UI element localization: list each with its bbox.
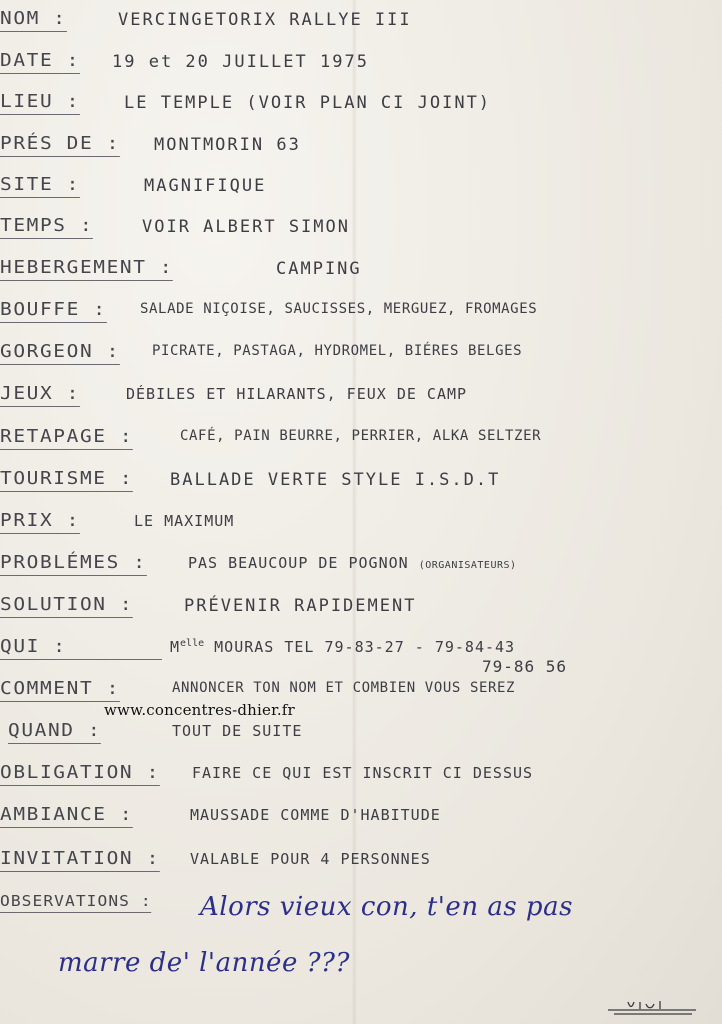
label-problemes: PROBLÉMES :: [0, 552, 147, 576]
qui-prefix-sup: elle: [180, 638, 205, 649]
row-retapage: [0, 426, 722, 456]
qui-text: MOURAS TEL 79-83-27 - 79-84-43: [214, 638, 516, 656]
row-tourisme: [0, 468, 722, 498]
value-solution: PRÉVENIR RAPIDEMENT: [184, 596, 417, 616]
label-observations: OBSERVATIONS :: [0, 892, 152, 913]
value-invitation: VALABLE POUR 4 PERSONNES: [190, 850, 431, 868]
signature-scribble: [606, 996, 698, 1018]
row-temps: [0, 215, 722, 245]
label-ambiance: AMBIANCE :: [0, 804, 133, 828]
row-hebergement: [0, 257, 722, 287]
value-site: MAGNIFIQUE: [144, 176, 267, 196]
row-ambiance: [0, 804, 722, 834]
label-hebergement: HEBERGEMENT :: [0, 257, 173, 281]
watermark: www.concentres-dhier.fr: [104, 701, 295, 719]
row-invitation: [0, 848, 722, 878]
label-bouffe: BOUFFE :: [0, 299, 107, 323]
value-ambiance: MAUSSADE COMME D'HABITUDE: [190, 806, 441, 824]
label-date: DATE :: [0, 50, 80, 74]
value-problemes: [188, 554, 517, 572]
value-problemes-note: (ORGANISATEURS): [418, 560, 517, 571]
handwritten-line-1: Alors vieux con, t'en as pas: [200, 892, 573, 922]
value-bouffe: SALADE NIÇOISE, SAUCISSES, MERGUEZ, FROMAGES: [140, 301, 538, 317]
label-obligation: OBLIGATION :: [0, 762, 160, 786]
value-problemes-text: PAS BEAUCOUP DE POGNON: [188, 554, 409, 572]
value-qui: [170, 638, 515, 656]
qui-prefix: M: [170, 638, 181, 656]
value-temps: VOIR ALBERT SIMON: [142, 217, 350, 237]
row-jeux: [0, 383, 722, 413]
row-lieu: [0, 91, 722, 121]
value-jeux: DÉBILES ET HILARANTS, FEUX DE CAMP: [126, 385, 468, 403]
value-lieu: LE TEMPLE (VOIR PLAN CI JOINT): [124, 93, 492, 113]
value-hebergement: CAMPING: [276, 259, 362, 279]
row-obligation: [0, 762, 722, 792]
value-obligation: FAIRE CE QUI EST INSCRIT CI DESSUS: [192, 764, 534, 782]
label-site: SITE :: [0, 174, 80, 198]
row-pres-de: [0, 133, 722, 163]
label-tourisme: TOURISME :: [0, 468, 133, 492]
value-gorgeon: PICRATE, PASTAGA, HYDROMEL, BIÉRES BELGES: [152, 343, 523, 359]
row-date: [0, 50, 722, 80]
row-site: [0, 174, 722, 204]
row-prix: [0, 510, 722, 540]
value-comment: ANNONCER TON NOM ET COMBIEN VOUS SEREZ: [172, 680, 516, 696]
row-solution: [0, 594, 722, 624]
value-date: 19 et 20 JUILLET 1975: [112, 52, 369, 72]
row-quand: [0, 720, 722, 750]
row-gorgeon: [0, 341, 722, 371]
label-temps: TEMPS :: [0, 215, 93, 239]
value-retapage: CAFÉ, PAIN BEURRE, PERRIER, ALKA SELTZER: [180, 428, 542, 444]
value-prix: LE MAXIMUM: [134, 512, 235, 530]
label-prix: PRIX :: [0, 510, 80, 534]
row-nom: [0, 8, 722, 38]
label-jeux: JEUX :: [0, 383, 80, 407]
label-nom: NOM :: [0, 8, 67, 32]
value-quand: TOUT DE SUITE: [172, 722, 303, 740]
label-lieu: LIEU :: [0, 91, 80, 115]
value-pres-de: MONTMORIN 63: [154, 135, 301, 155]
label-comment: COMMENT :: [0, 678, 120, 702]
row-qui: [0, 636, 722, 666]
label-retapage: RETAPAGE :: [0, 426, 133, 450]
row-bouffe: [0, 299, 722, 329]
value-nom: VERCINGETORIX RALLYE III: [118, 10, 412, 30]
label-solution: SOLUTION :: [0, 594, 133, 618]
label-qui: QUI :: [0, 636, 162, 660]
row-problemes: [0, 552, 722, 582]
handwritten-line-2: marre de' l'année ???: [58, 948, 350, 978]
label-gorgeon: GORGEON :: [0, 341, 120, 365]
label-pres-de: PRÉS DE :: [0, 133, 120, 157]
label-quand: QUAND :: [8, 720, 101, 744]
value-tourisme: BALLADE VERTE STYLE I.S.D.T: [170, 470, 501, 490]
extra-telephone: 79-86 56: [482, 657, 568, 676]
label-invitation: INVITATION :: [0, 848, 160, 872]
